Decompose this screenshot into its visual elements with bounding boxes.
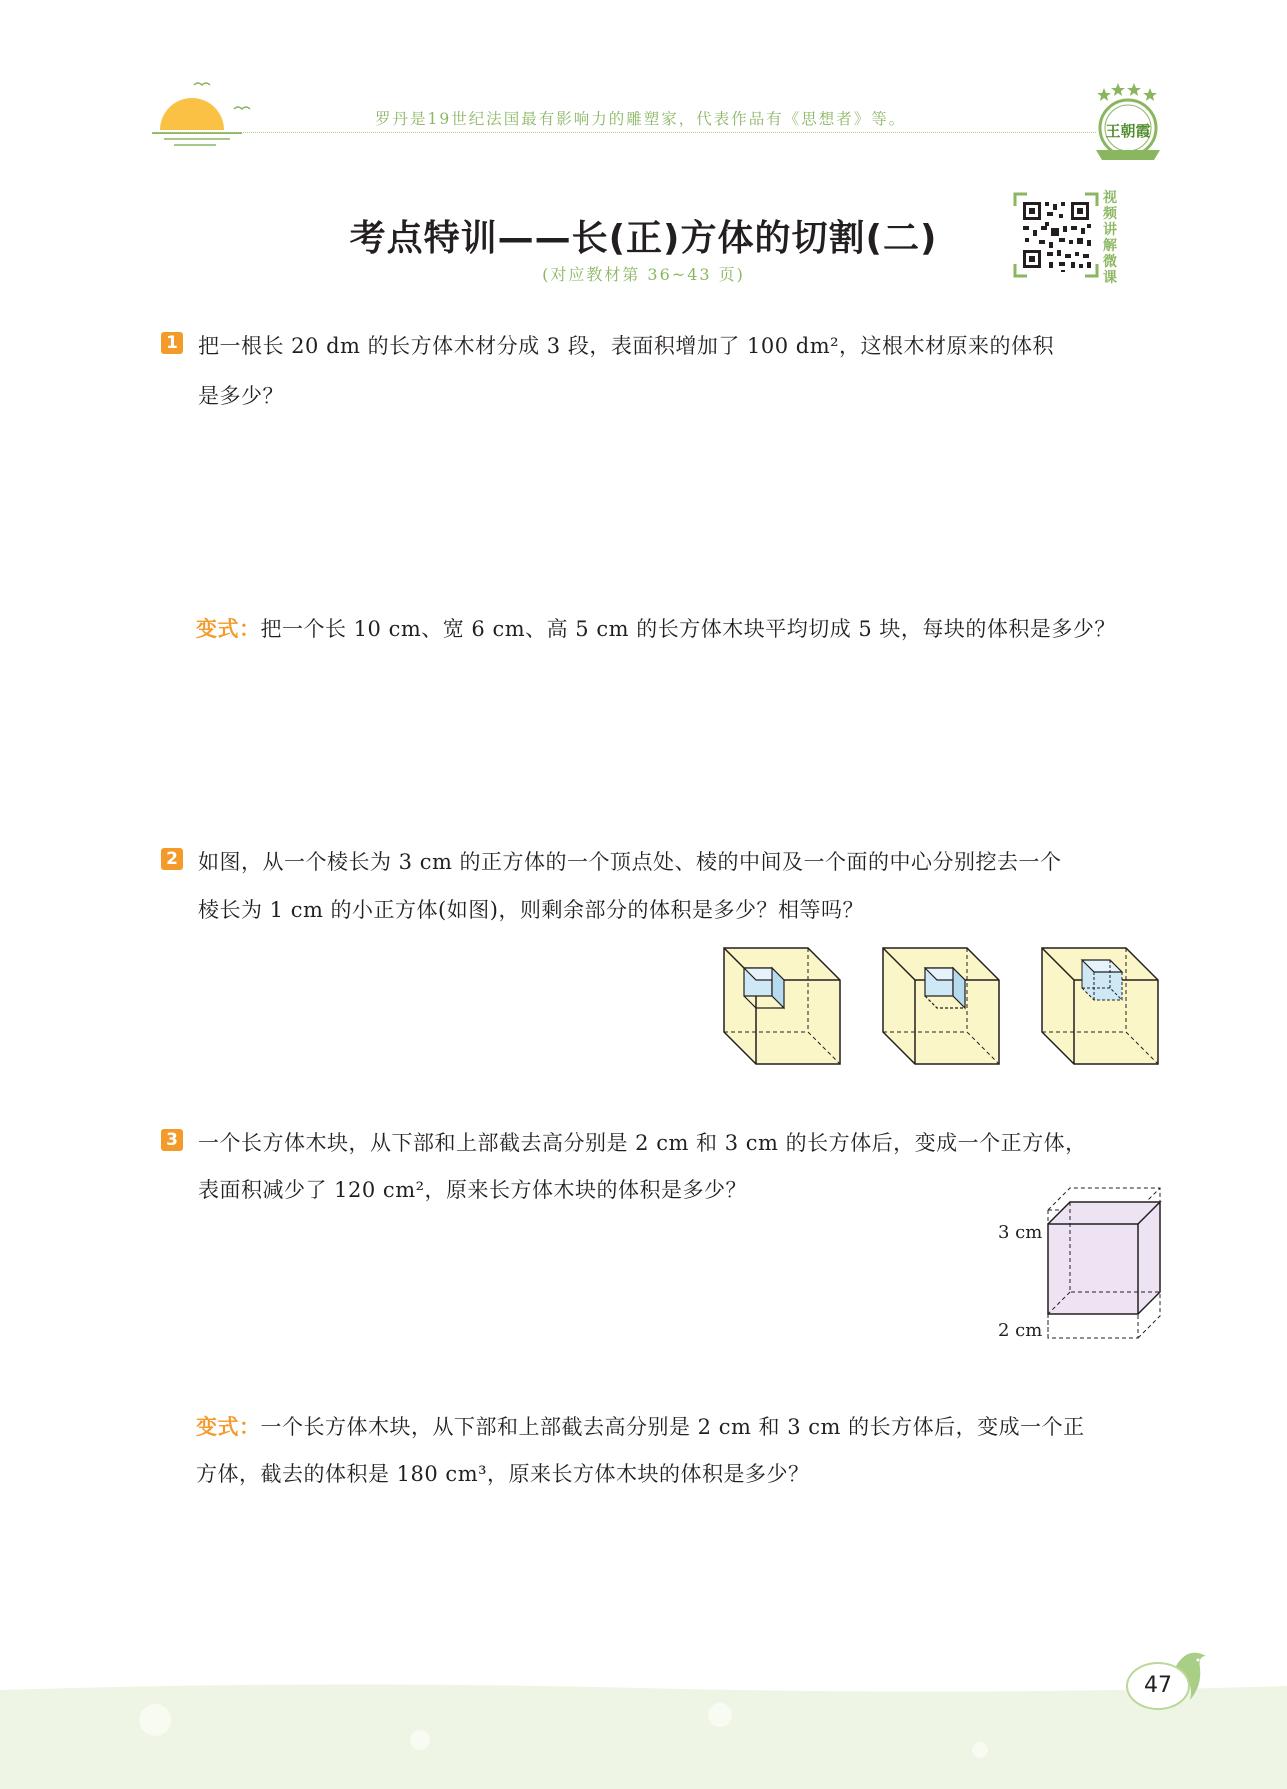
problem-3-variant-line-1 — [196, 1411, 1085, 1441]
brand-logo-text: 王朝霞 — [1105, 122, 1151, 140]
variant-text: 一个长方体木块，从下部和上部截去高分别是 2 cm 和 3 cm 的长方体后，变成一个正 — [260, 1415, 1085, 1439]
page-subtitle: (对应教材第 36~43 页) — [542, 265, 745, 284]
qr-side-label: 视频讲解微课 — [1103, 190, 1117, 286]
header-tagline: 罗丹是19世纪法国最有影响力的雕塑家，代表作品有《思想者》等。 — [375, 110, 907, 128]
header-dotted-line — [152, 132, 1096, 133]
cube-figure-corner — [722, 946, 844, 1068]
problem-number-badge: 3 — [161, 1129, 183, 1151]
cube-figure-edge — [881, 946, 1003, 1068]
problem-3-line-2: 表面积减少了 120 cm²，原来长方体木块的体积是多少？ — [198, 1178, 748, 1202]
problem-2-line-1: 如图，从一个棱长为 3 cm 的正方体的一个顶点处、棱的中间及一个面的中心分别挖去一个 — [198, 850, 1062, 874]
problem-1-line-2: 是多少？ — [198, 384, 284, 408]
page-number: 47 — [1126, 1662, 1190, 1710]
qr-code-icon[interactable] — [1013, 192, 1099, 278]
cube-figure-face-center — [1040, 946, 1162, 1068]
prism-label-top: 3 cm — [998, 1222, 1043, 1243]
variant-text: 把一个长 10 cm、宽 6 cm、高 5 cm 的长方体木块平均切成 5 块，每块的体积是多少？ — [260, 617, 1116, 641]
problem-3-variant-line-2: 方体，截去的体积是 180 cm³，原来长方体木块的体积是多少？ — [196, 1462, 810, 1486]
problem-number-badge: 2 — [161, 848, 183, 870]
problem-number-badge: 1 — [161, 332, 183, 354]
problem-1-variant — [196, 613, 1116, 643]
problem-3-line-1: 一个长方体木块，从下部和上部截去高分别是 2 cm 和 3 cm 的长方体后，变成一个正方体， — [198, 1131, 1087, 1155]
prism-label-bottom: 2 cm — [998, 1320, 1043, 1341]
sunset-icon — [150, 75, 260, 155]
brand-logo — [1088, 80, 1168, 164]
variant-label: 变式： — [196, 617, 261, 641]
footer-background — [0, 1680, 1287, 1789]
variant-label: 变式： — [196, 1415, 261, 1439]
problem-1-line-1: 把一根长 20 dm 的长方体木材分成 3 段，表面积增加了 100 dm²，这根木材原来的体积 — [198, 334, 1055, 358]
problem-2-line-2: 棱长为 1 cm 的小正方体(如图)，则剩余部分的体积是多少？相等吗？ — [198, 898, 864, 922]
prism-figure — [1046, 1184, 1164, 1346]
page-title: 考点特训——长(正)方体的切割(二) — [349, 218, 938, 259]
